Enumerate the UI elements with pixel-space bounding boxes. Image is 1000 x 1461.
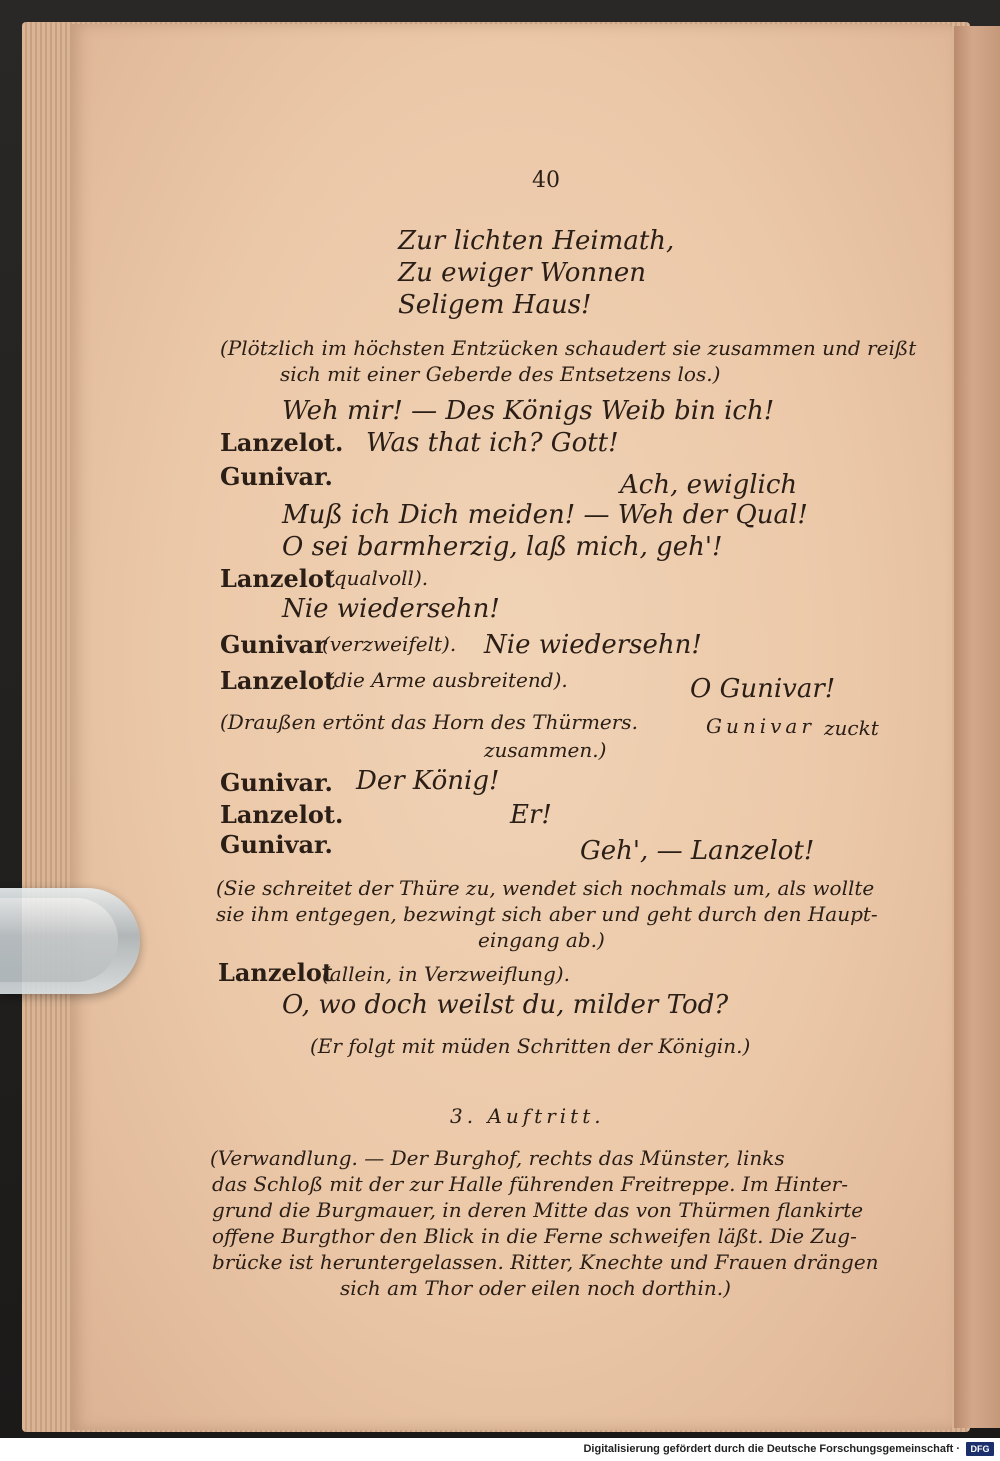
stage-direction: (die Arme ausbreitend). <box>326 668 568 692</box>
verse-line: Muß ich Dich meiden! — Weh der Qual! <box>282 500 808 530</box>
verse-line: Zu ewiger Wonnen <box>398 258 646 288</box>
facing-page-edge <box>954 26 1000 1428</box>
verse-line: Was that ich? Gott! <box>366 428 619 458</box>
speaker-name: Gunivar <box>220 630 327 659</box>
page-clip <box>0 888 140 994</box>
stage-direction: (Verwandlung. — Der Burghof, rechts das Münster, links <box>210 1146 785 1170</box>
verse-line: Geh', — Lanzelot! <box>580 836 815 866</box>
stage-direction: das Schloß mit der zur Halle führenden Freitreppe. Im Hinter- <box>212 1172 848 1196</box>
page-clip-highlight <box>0 898 118 982</box>
verse-line: Ach, ewiglich <box>620 470 798 500</box>
speaker-name: Lanzelot <box>220 564 335 593</box>
scene-heading: 3. Auftritt. <box>450 1104 605 1128</box>
stage-direction: sich mit einer Geberde des Entsetzens los.) <box>280 362 721 386</box>
stage-direction: zusammen.) <box>484 738 607 762</box>
stage-direction: (Er folgt mit müden Schritten der Königin.) <box>310 1034 751 1058</box>
verse-line: O sei barmherzig, laß mich, geh'! <box>282 532 723 562</box>
stage-direction: grund die Burgmauer, in deren Mitte das von Thürmen flankirte <box>212 1198 864 1222</box>
verse-line: O, wo doch weilst du, milder Tod? <box>282 990 729 1020</box>
speaker-name: Gunivar. <box>220 462 333 491</box>
footer-bar <box>0 1438 1000 1461</box>
verse-line: Nie wiedersehn! <box>282 594 500 624</box>
speaker-name: Lanzelot <box>220 666 335 695</box>
footer-credit: Digitalisierung gefördert durch die Deutsche Forschungsgemeinschaft · <box>583 1443 960 1455</box>
verse-line: Der König! <box>356 766 500 796</box>
speaker-name: Lanzelot. <box>220 800 344 829</box>
stage-direction: (allein, in Verzweiflung). <box>322 962 570 986</box>
dfg-logo: DFG <box>966 1442 994 1456</box>
stage-direction: zuckt <box>824 716 879 740</box>
stage-direction: Gunivar <box>706 714 815 738</box>
stage-direction: (verzweifelt). <box>322 632 457 656</box>
stage-direction: (qualvoll). <box>326 566 429 590</box>
verse-line: Er! <box>510 800 552 830</box>
stage-direction: sich am Thor oder eilen noch dorthin.) <box>340 1276 731 1300</box>
speaker-name: Lanzelot <box>218 958 333 987</box>
verse-line: Zur lichten Heimath, <box>398 226 675 256</box>
stage-direction: (Plötzlich im höchsten Entzücken schaudert sie zusammen und reißt <box>220 336 917 360</box>
stage-direction: eingang ab.) <box>478 928 605 952</box>
verse-line: Seligem Haus! <box>398 290 592 320</box>
verse-line: Weh mir! — Des Königs Weib bin ich! <box>282 396 775 426</box>
speaker-name: Gunivar. <box>220 768 333 797</box>
speaker-name: Lanzelot. <box>220 428 344 457</box>
stage-direction: offene Burgthor den Blick in die Ferne schweifen läßt. Die Zug- <box>212 1224 857 1248</box>
stage-direction: brücke ist heruntergelassen. Ritter, Knechte und Frauen drängen <box>212 1250 879 1274</box>
speaker-name: Gunivar. <box>220 830 333 859</box>
stage-direction: (Sie schreitet der Thüre zu, wendet sich nochmals um, als wollte <box>216 876 875 900</box>
verse-line: O Gunivar! <box>690 674 836 704</box>
stage-direction: sie ihm entgegen, bezwingt sich aber und geht durch den Haupt- <box>216 902 878 926</box>
page-number: 40 <box>532 168 560 193</box>
verse-line: Nie wiedersehn! <box>484 630 702 660</box>
stage-direction: (Draußen ertönt das Horn des Thürmers. <box>220 710 638 734</box>
